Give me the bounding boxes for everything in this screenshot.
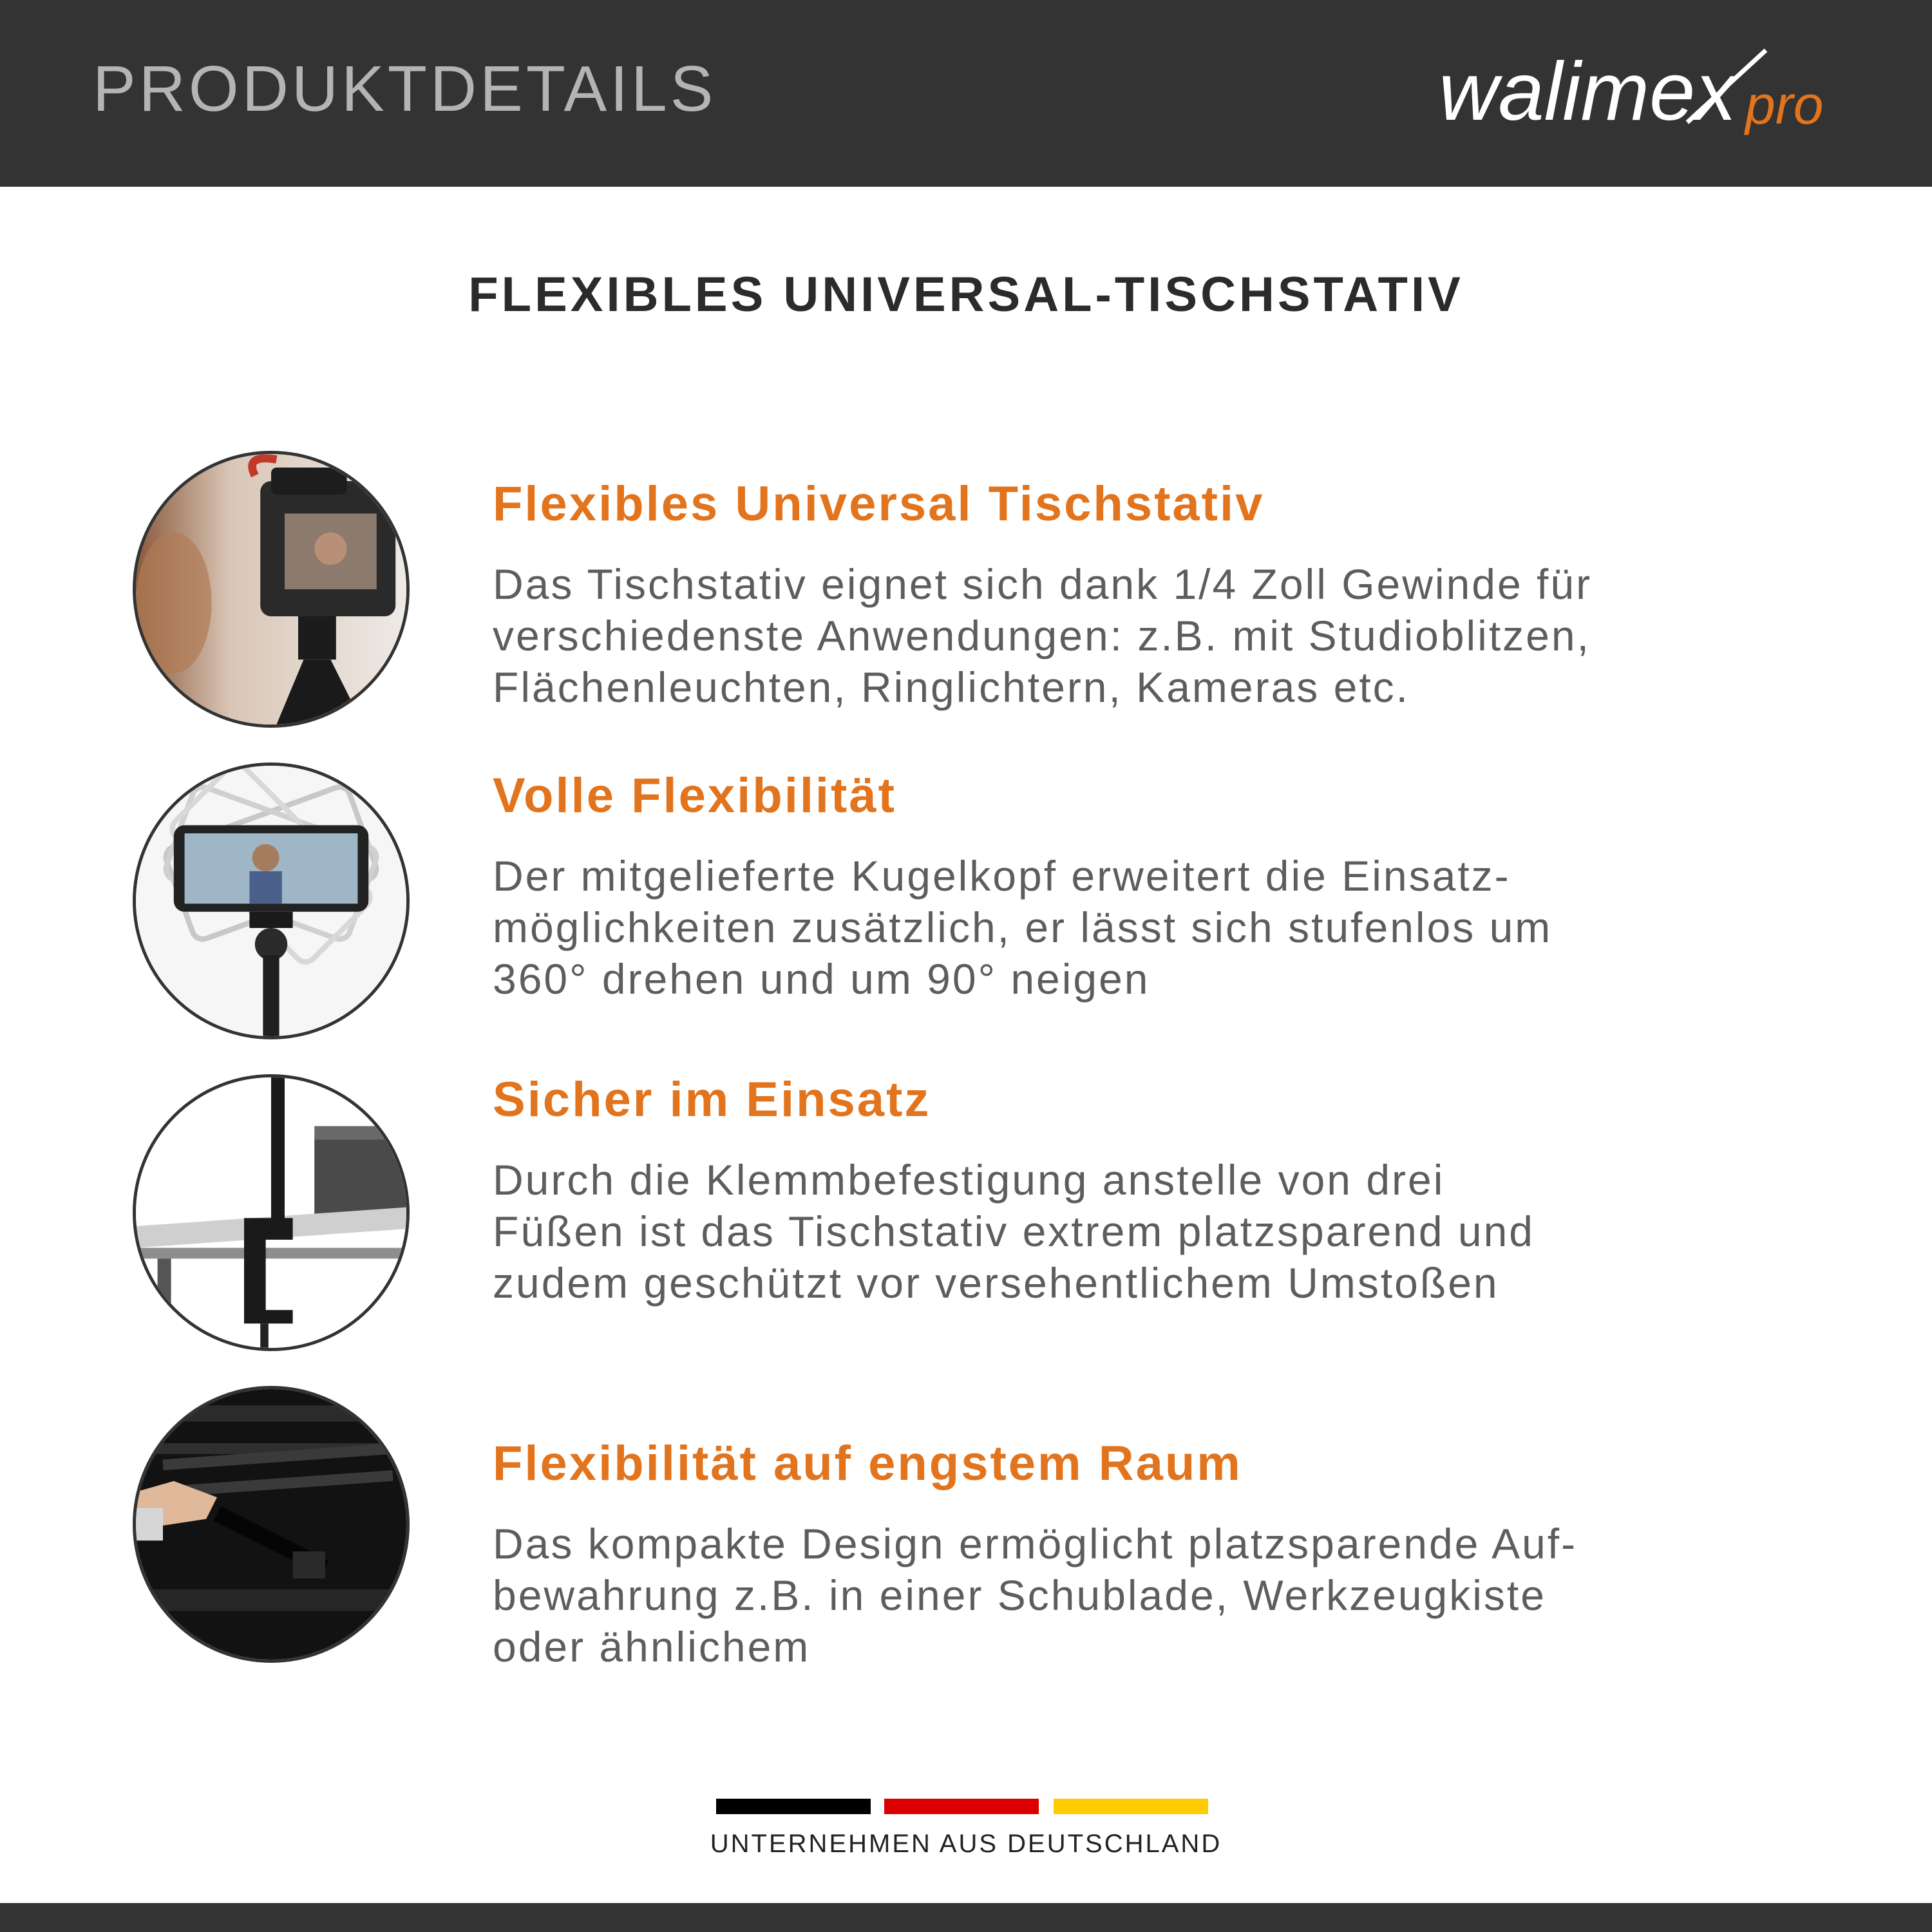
header-title: PRODUKTDETAILS xyxy=(93,53,717,125)
feature-description: Das Tischstativ eignet sich dank 1/4 Zoll Gewinde für verschiedenste Anwendungen: z.B. mit Studioblitzen, Flächenleuchten, Ringlichtern, Kameras etc. xyxy=(493,560,1593,711)
walimex-pro-logo xyxy=(1436,40,1848,143)
feature-block-2 xyxy=(493,768,1781,1005)
flag-stripe-gold xyxy=(1054,1799,1208,1814)
logo-suffix: pro xyxy=(1745,75,1824,135)
feature-title: Flexibilität auf engstem Raum xyxy=(493,1436,1242,1491)
feature-title: Volle Flexibilität xyxy=(493,768,896,823)
header-bar xyxy=(0,0,1932,187)
table-clamp-circle-image xyxy=(133,1074,410,1351)
flag-stripe-black xyxy=(716,1799,871,1814)
flag-stripe-red xyxy=(884,1799,1039,1814)
feature-block-4 xyxy=(493,1436,1781,1672)
logo-wordmark: walimex xyxy=(1439,46,1737,138)
camera-circle-image xyxy=(133,451,410,728)
feature-block-3 xyxy=(493,1072,1781,1309)
feature-block-1 xyxy=(493,477,1781,713)
feature-description: Der mitgelieferte Kugelkopf erweitert die Einsatz- möglichkeiten zusätzlich, er lässt sich stufenlos um 360° drehen und um 90° neigen xyxy=(493,852,1553,1003)
drawer-storage-circle-image xyxy=(133,1386,410,1663)
main-title: FLEXIBLES UNIVERSAL-TISCHSTATIV xyxy=(468,267,1464,322)
footer-tagline: UNTERNEHMEN AUS DEUTSCHLAND xyxy=(710,1830,1222,1858)
smartphone-ballhead-circle-image xyxy=(133,762,410,1039)
feature-description: Das kompakte Design ermöglicht platzsparende Auf- bewahrung z.B. in einer Schublade, Werkzeugkiste oder ähnlichem xyxy=(493,1520,1578,1671)
bottom-bar xyxy=(0,1903,1932,1932)
feature-description: Durch die Klemmbefestigung anstelle von drei Füßen ist das Tischstativ extrem platzsparend und zudem geschützt vor versehentlichem Umstoßen xyxy=(493,1156,1535,1307)
feature-title: Flexibles Universal Tischstativ xyxy=(493,477,1265,531)
feature-title: Sicher im Einsatz xyxy=(493,1072,931,1127)
